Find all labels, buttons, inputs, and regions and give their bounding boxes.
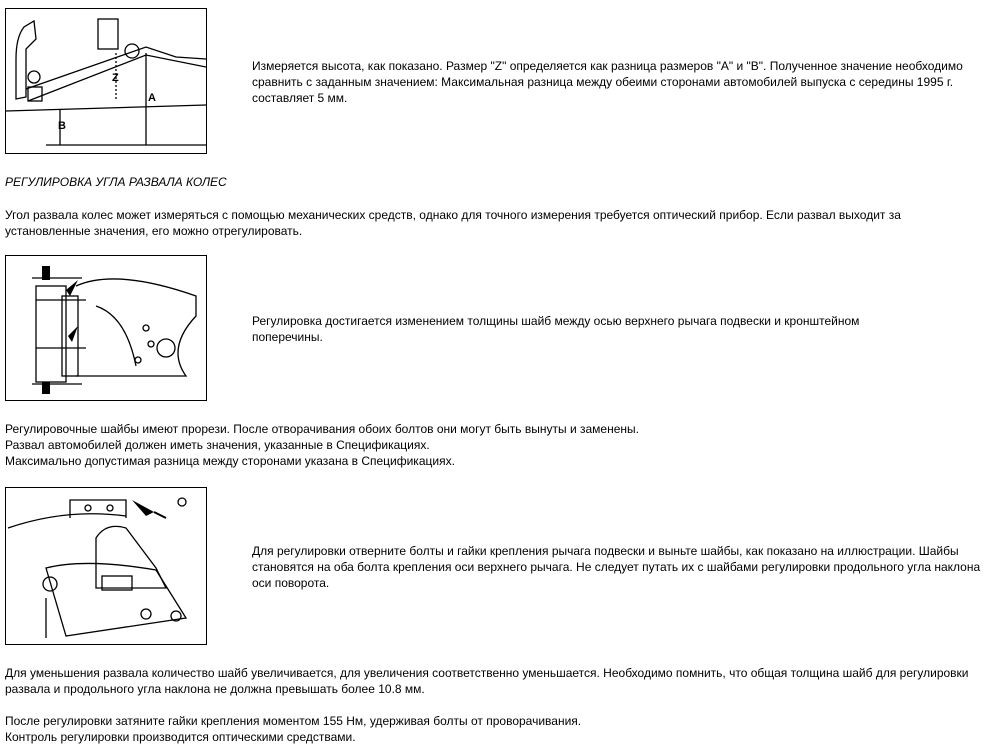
figure-height-measurement — [5, 8, 207, 154]
shims-paragraph: Для уменьшения развала количество шайб увеличивается, для увеличения соответственно уменьшается. Необходимо помнить, что общая толщина шайб для регулировки развала и продольного угла наклона не должна превышать более 10.8 мм. — [5, 666, 969, 696]
upper-arm-shims-diagram — [6, 256, 206, 400]
notes-block — [5, 421, 985, 469]
label-a: A — [148, 92, 156, 104]
note-line: Развал автомобилей должен иметь значения, указанные в Спецификациях. — [5, 438, 430, 452]
label-b: B — [58, 120, 66, 132]
section2-caption: Регулировка достигается изменением толщины шайб между осью верхнего рычага подвески и кронштейном поперечины. — [252, 314, 860, 344]
section-heading: РЕГУЛИРОВКА УГЛА РАЗВАЛА КОЛЕС — [5, 175, 227, 189]
figure-shims — [5, 255, 207, 401]
section3-caption: Для регулировки отверните болты и гайки крепления рычага подвески и выньте шайбы, как показано на иллюстрации. Шайбы становятся на оба болта крепления оси верхнего рычага. Не следует путать их с шайбами регулировки продольного угла наклона оси поворота. — [252, 544, 981, 590]
final-line: После регулировки затяните гайки крепления моментом 155 Нм, удерживая болты от проворачивания. — [5, 714, 582, 728]
remove-shims-diagram — [6, 488, 206, 644]
section1-caption: Измеряется высота, как показано. Размер "Z" определяется как разница размеров "A" и "B". Полученное значение необходимо сравнить с заданным значением: Максимальная разница между обеими сторонами автомобилей выпуска с середины 1995 г. составляет 5 мм. — [252, 59, 963, 105]
final-line: Контроль регулировки производится оптическими средствами. — [5, 730, 356, 744]
suspension-height-diagram — [6, 9, 206, 153]
note-line: Регулировочные шайбы имеют прорези. После отворачивания обоих болтов они могут быть вынуты и заменены. — [5, 422, 639, 436]
figure-remove-shims — [5, 487, 207, 645]
note-line: Максимально допустимая разница между сторонами указана в Спецификациях. — [5, 454, 455, 468]
final-block — [5, 713, 985, 745]
intro-paragraph: Угол развала колес может измеряться с помощью механических средств, однако для точного измерения требуется оптический прибор. Если развал выходит за установленные значения, его можно отрегулировать. — [5, 208, 901, 238]
label-z: Z — [112, 72, 119, 84]
